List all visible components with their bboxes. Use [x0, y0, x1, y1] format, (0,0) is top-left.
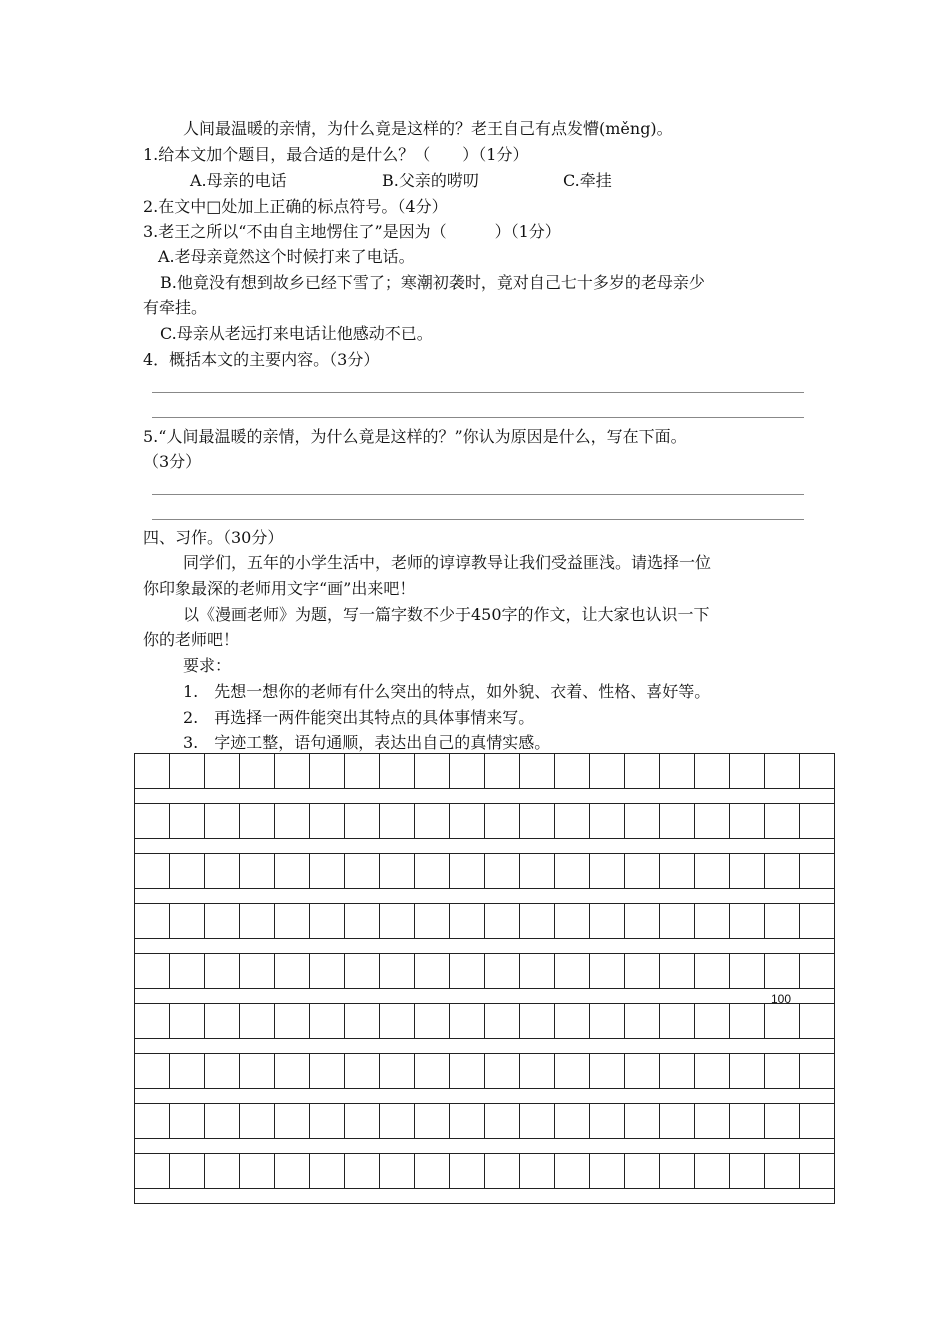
grid-cell[interactable]: [695, 1054, 730, 1089]
grid-cell[interactable]: [345, 1104, 380, 1139]
q1-option-b: B.父亲的唠叨: [382, 171, 479, 190]
grid-cell[interactable]: [135, 1004, 170, 1039]
grid-cell[interactable]: [415, 804, 450, 839]
grid-cell[interactable]: [625, 904, 660, 939]
q5-answer-line-1[interactable]: [152, 494, 804, 495]
grid-cell[interactable]: [520, 954, 555, 989]
grid-cell[interactable]: [380, 754, 415, 789]
grid-cell[interactable]: [275, 1154, 310, 1189]
grid-row-gap: [135, 1039, 835, 1054]
grid-row: [135, 804, 835, 839]
grid-row-gap: [135, 889, 835, 904]
grid-cell[interactable]: [590, 1104, 625, 1139]
grid-cell[interactable]: [170, 1004, 205, 1039]
word-count-marker: 100: [771, 992, 792, 1006]
grid-row-gap: [135, 839, 835, 854]
grid-cell[interactable]: [275, 1004, 310, 1039]
grid-cell[interactable]: [345, 854, 380, 889]
grid-cell[interactable]: [135, 1054, 170, 1089]
grid-gap-cell: [135, 989, 835, 1004]
grid-cell[interactable]: [520, 904, 555, 939]
section4-heading: 四、习作。（30分）: [143, 528, 284, 547]
grid-cell[interactable]: [415, 954, 450, 989]
grid-cell[interactable]: [555, 854, 590, 889]
requirement-3: 3. 字迹工整，语句通顺，表达出自己的真情实感。: [183, 733, 551, 752]
composition-grid[interactable]: [134, 753, 817, 1203]
grid-cell[interactable]: [240, 954, 275, 989]
grid-cell[interactable]: [800, 804, 835, 839]
grid-cell[interactable]: [170, 804, 205, 839]
grid-cell[interactable]: [170, 904, 205, 939]
q4-answer-line-2[interactable]: [152, 417, 804, 418]
grid-cell[interactable]: [310, 1154, 345, 1189]
q1-option-a: A.母亲的电话: [190, 171, 287, 190]
grid-cell[interactable]: [170, 854, 205, 889]
grid-cell[interactable]: [135, 854, 170, 889]
grid-cell[interactable]: [765, 854, 800, 889]
grid-cell[interactable]: [625, 804, 660, 839]
q5-answer-line-2[interactable]: [152, 519, 804, 520]
grid-cell[interactable]: [135, 904, 170, 939]
grid-cell[interactable]: [170, 1154, 205, 1189]
grid-cell[interactable]: [800, 1154, 835, 1189]
q5-stem-line1: 5.“人间最温暖的亲情，为什么竟是这样的？”你认为原因是什么，写在下面。: [143, 427, 687, 446]
q1-stem: 1.给本文加个题目，最合适的是什么？（ ）（1分）: [143, 145, 529, 164]
grid-cell[interactable]: [275, 804, 310, 839]
grid-cell[interactable]: [660, 1104, 695, 1139]
grid-cell[interactable]: [240, 904, 275, 939]
requirements-title: 要求：: [183, 656, 232, 675]
grid-cell[interactable]: [275, 904, 310, 939]
grid-cell[interactable]: [695, 1154, 730, 1189]
grid-cell[interactable]: [660, 1054, 695, 1089]
grid-cell[interactable]: [695, 1104, 730, 1139]
grid-cell[interactable]: [380, 954, 415, 989]
grid-cell[interactable]: [310, 904, 345, 939]
grid-gap-cell: [135, 939, 835, 954]
grid-cell[interactable]: [415, 904, 450, 939]
grid-cell[interactable]: [380, 1154, 415, 1189]
grid-cell[interactable]: [415, 1104, 450, 1139]
grid-cell[interactable]: [170, 1054, 205, 1089]
grid-cell[interactable]: [520, 1154, 555, 1189]
grid-cell[interactable]: [450, 904, 485, 939]
grid-cell[interactable]: [765, 904, 800, 939]
grid-row: [135, 954, 835, 989]
grid-cell[interactable]: [485, 1054, 520, 1089]
q3-stem: 3.老王之所以“不由自主地愣住了”是因为（ ）（1分）: [143, 222, 561, 241]
grid-cell[interactable]: [170, 954, 205, 989]
grid-cell[interactable]: [800, 954, 835, 989]
section4-intro-line2: 你印象最深的老师用文字“画”出来吧！: [143, 579, 416, 598]
grid-cell[interactable]: [275, 854, 310, 889]
q1-option-c: C.牵挂: [563, 171, 612, 190]
grid-cell[interactable]: [345, 1154, 380, 1189]
grid-cell[interactable]: [555, 1004, 590, 1039]
grid-cell[interactable]: [310, 954, 345, 989]
grid-cell[interactable]: [275, 954, 310, 989]
grid-cell[interactable]: [730, 904, 765, 939]
grid-cell[interactable]: [765, 1004, 800, 1039]
grid-cell[interactable]: [730, 854, 765, 889]
grid-cell[interactable]: [555, 954, 590, 989]
grid-cell[interactable]: [450, 1054, 485, 1089]
grid-cell[interactable]: [380, 904, 415, 939]
q4-answer-line-1[interactable]: [152, 392, 804, 393]
grid-cell[interactable]: [485, 754, 520, 789]
grid-cell[interactable]: [590, 854, 625, 889]
grid-gap-cell: [135, 1189, 835, 1204]
grid-cell[interactable]: [730, 1004, 765, 1039]
grid-cell[interactable]: [450, 954, 485, 989]
grid-cell[interactable]: [765, 1054, 800, 1089]
q2-stem: 2.在文中□处加上正确的标点符号。（4分）: [143, 197, 448, 216]
grid-cell[interactable]: [555, 1104, 590, 1139]
grid-cell[interactable]: [555, 754, 590, 789]
grid-cell[interactable]: [660, 804, 695, 839]
grid-cell[interactable]: [135, 754, 170, 789]
grid-cell[interactable]: [590, 1004, 625, 1039]
grid-cell[interactable]: [590, 904, 625, 939]
grid-cell[interactable]: [520, 1054, 555, 1089]
grid-cell[interactable]: [625, 754, 660, 789]
grid-gap-cell: [135, 789, 835, 804]
grid-cell[interactable]: [380, 1054, 415, 1089]
requirement-1: 1. 先想一想你的老师有什么突出的特点，如外貌、衣着、性格、喜好等。: [183, 682, 711, 701]
grid-row: [135, 1054, 835, 1089]
grid-row: [135, 904, 835, 939]
grid-cell[interactable]: [345, 754, 380, 789]
grid-cell[interactable]: [590, 754, 625, 789]
grid-cell[interactable]: [450, 854, 485, 889]
grid-cell[interactable]: [625, 1004, 660, 1039]
grid-row: [135, 754, 835, 789]
grid-cell[interactable]: [345, 954, 380, 989]
grid-cell[interactable]: [310, 804, 345, 839]
grid-cell[interactable]: [555, 904, 590, 939]
grid-cell[interactable]: [345, 1004, 380, 1039]
grid-cell[interactable]: [695, 904, 730, 939]
q3-option-c: C.母亲从老远打来电话让他感动不已。: [160, 324, 433, 343]
grid-cell[interactable]: [800, 754, 835, 789]
grid-cell[interactable]: [555, 1154, 590, 1189]
grid-cell[interactable]: [135, 1154, 170, 1189]
grid-cell[interactable]: [660, 904, 695, 939]
grid-cell[interactable]: [800, 1054, 835, 1089]
grid-cell[interactable]: [205, 1004, 240, 1039]
grid-cell[interactable]: [450, 1004, 485, 1039]
grid-cell[interactable]: [520, 804, 555, 839]
grid-cell[interactable]: [415, 1054, 450, 1089]
grid-row-gap: [135, 989, 835, 1004]
grid-row: [135, 1004, 835, 1039]
grid-cell[interactable]: [205, 904, 240, 939]
grid-cell[interactable]: [590, 954, 625, 989]
grid-cell[interactable]: [730, 1154, 765, 1189]
grid-cell[interactable]: [310, 854, 345, 889]
grid-cell[interactable]: [275, 1054, 310, 1089]
grid-row-gap: [135, 1139, 835, 1154]
grid-cell[interactable]: [380, 1004, 415, 1039]
grid-cell[interactable]: [660, 854, 695, 889]
grid-cell[interactable]: [240, 1054, 275, 1089]
grid-cell[interactable]: [555, 1054, 590, 1089]
grid-cell[interactable]: [695, 804, 730, 839]
grid-cell[interactable]: [205, 804, 240, 839]
grid-cell[interactable]: [205, 1054, 240, 1089]
grid-cell[interactable]: [310, 1004, 345, 1039]
q3-option-b-line1: B.他竟没有想到故乡已经下雪了；寒潮初袭时，竟对自己七十多岁的老母亲少: [160, 273, 705, 292]
q3-option-b-line2: 有牵挂。: [143, 298, 208, 317]
grid-cell[interactable]: [765, 1104, 800, 1139]
grid-cell[interactable]: [555, 804, 590, 839]
passage-tail: 人间最温暖的亲情，为什么竟是这样的？老王自己有点发懵(měng)。: [183, 119, 673, 138]
grid-cell[interactable]: [485, 854, 520, 889]
q5-stem-line2: （3分）: [143, 452, 202, 471]
grid-gap-cell: [135, 1089, 835, 1104]
grid-cell[interactable]: [485, 804, 520, 839]
grid-cell[interactable]: [380, 804, 415, 839]
grid-cell[interactable]: [450, 754, 485, 789]
grid-cell[interactable]: [170, 754, 205, 789]
grid-cell[interactable]: [275, 754, 310, 789]
grid-row-gap: [135, 789, 835, 804]
grid-cell[interactable]: [135, 804, 170, 839]
grid-row-gap: [135, 1089, 835, 1104]
grid-cell[interactable]: [800, 1004, 835, 1039]
grid-cell[interactable]: [730, 1054, 765, 1089]
grid-row: [135, 1104, 835, 1139]
grid-cell[interactable]: [240, 1154, 275, 1189]
grid-cell[interactable]: [730, 804, 765, 839]
grid-cell[interactable]: [695, 754, 730, 789]
grid-cell[interactable]: [730, 754, 765, 789]
grid-cell[interactable]: [765, 1154, 800, 1189]
grid-cell[interactable]: [730, 1104, 765, 1139]
grid-cell[interactable]: [660, 754, 695, 789]
grid-cell[interactable]: [380, 1104, 415, 1139]
grid-cell[interactable]: [730, 954, 765, 989]
grid-cell[interactable]: [660, 1154, 695, 1189]
grid-cell[interactable]: [345, 904, 380, 939]
grid-row: [135, 854, 835, 889]
grid-cell[interactable]: [625, 1154, 660, 1189]
grid-cell[interactable]: [310, 754, 345, 789]
grid-cell[interactable]: [695, 954, 730, 989]
composition-grid-table[interactable]: [134, 753, 835, 1204]
grid-row: [135, 1154, 835, 1189]
grid-cell[interactable]: [310, 1104, 345, 1139]
grid-gap-cell: [135, 839, 835, 854]
grid-cell[interactable]: [520, 1104, 555, 1139]
grid-gap-cell: [135, 1039, 835, 1054]
grid-cell[interactable]: [590, 804, 625, 839]
section4-task-line1: 以《漫画老师》为题，写一篇字数不少于450字的作文，让大家也认识一下: [183, 605, 710, 624]
section4-intro-line1: 同学们，五年的小学生活中，老师的谆谆教导让我们受益匪浅。请选择一位: [183, 553, 712, 572]
section4-task-line2: 你的老师吧！: [143, 630, 240, 649]
grid-cell[interactable]: [625, 1104, 660, 1139]
grid-cell[interactable]: [345, 1054, 380, 1089]
grid-cell[interactable]: [240, 804, 275, 839]
grid-cell[interactable]: [800, 1104, 835, 1139]
grid-cell[interactable]: [415, 854, 450, 889]
grid-cell[interactable]: [695, 854, 730, 889]
grid-cell[interactable]: [450, 1104, 485, 1139]
grid-cell[interactable]: [205, 754, 240, 789]
grid-cell[interactable]: [520, 854, 555, 889]
q3-option-a: A.老母亲竟然这个时候打来了电话。: [158, 247, 415, 266]
grid-cell[interactable]: [765, 804, 800, 839]
grid-cell[interactable]: [310, 1054, 345, 1089]
grid-cell[interactable]: [135, 954, 170, 989]
grid-cell[interactable]: [450, 804, 485, 839]
grid-cell[interactable]: [415, 1004, 450, 1039]
grid-cell[interactable]: [205, 854, 240, 889]
grid-gap-cell: [135, 1139, 835, 1154]
grid-row-gap: [135, 939, 835, 954]
grid-cell[interactable]: [485, 1004, 520, 1039]
grid-cell[interactable]: [415, 1154, 450, 1189]
grid-gap-cell: [135, 889, 835, 904]
grid-cell[interactable]: [590, 1054, 625, 1089]
grid-cell[interactable]: [240, 1004, 275, 1039]
grid-cell[interactable]: [800, 904, 835, 939]
grid-cell[interactable]: [590, 1154, 625, 1189]
q4-stem: 4．概括本文的主要内容。（3分）: [143, 350, 380, 369]
grid-cell[interactable]: [520, 1004, 555, 1039]
grid-cell[interactable]: [450, 1154, 485, 1189]
grid-cell[interactable]: [205, 954, 240, 989]
grid-cell[interactable]: [625, 854, 660, 889]
grid-cell[interactable]: [135, 1104, 170, 1139]
grid-cell[interactable]: [765, 754, 800, 789]
grid-cell[interactable]: [380, 854, 415, 889]
grid-cell[interactable]: [485, 904, 520, 939]
grid-cell[interactable]: [695, 1004, 730, 1039]
grid-cell[interactable]: [275, 1104, 310, 1139]
grid-cell[interactable]: [660, 954, 695, 989]
grid-cell[interactable]: [520, 754, 555, 789]
grid-cell[interactable]: [485, 1104, 520, 1139]
grid-cell[interactable]: [240, 754, 275, 789]
grid-cell[interactable]: [485, 954, 520, 989]
grid-cell[interactable]: [170, 1104, 205, 1139]
grid-cell[interactable]: [240, 1104, 275, 1139]
grid-cell[interactable]: [205, 1104, 240, 1139]
grid-cell[interactable]: [240, 854, 275, 889]
grid-cell[interactable]: [625, 954, 660, 989]
requirement-2: 2. 再选择一两件能突出其特点的具体事情来写。: [183, 708, 535, 727]
grid-cell[interactable]: [485, 1154, 520, 1189]
grid-cell[interactable]: [800, 854, 835, 889]
grid-cell[interactable]: [415, 754, 450, 789]
grid-cell[interactable]: [205, 1154, 240, 1189]
grid-cell[interactable]: [765, 954, 800, 989]
grid-cell[interactable]: [345, 804, 380, 839]
grid-cell[interactable]: [625, 1054, 660, 1089]
grid-cell[interactable]: [660, 1004, 695, 1039]
grid-row-gap: [135, 1189, 835, 1204]
